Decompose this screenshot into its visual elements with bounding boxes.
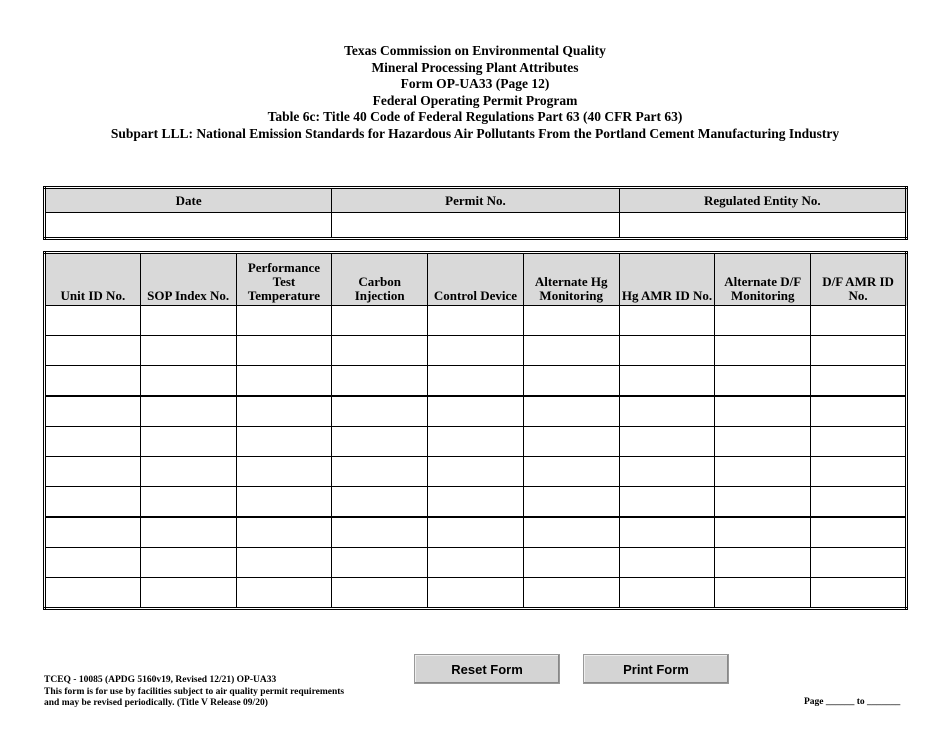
table-cell[interactable]: [619, 457, 715, 487]
table-cell[interactable]: [45, 427, 141, 457]
table-cell[interactable]: [140, 457, 236, 487]
table-cell[interactable]: [811, 548, 907, 578]
table-cell[interactable]: [236, 306, 332, 336]
program-name: Federal Operating Permit Program: [372, 92, 578, 108]
table-cell[interactable]: [236, 457, 332, 487]
table-cell[interactable]: [140, 548, 236, 578]
table-cell[interactable]: [236, 548, 332, 578]
table-cell[interactable]: [619, 336, 715, 366]
df-amr-id-header: D/F AMR ID No.: [811, 253, 907, 306]
alternate-hg-monitoring-header: Alternate Hg Monitoring: [523, 253, 619, 306]
table-cell[interactable]: [523, 487, 619, 518]
table-cell[interactable]: [140, 517, 236, 548]
table-cell[interactable]: [428, 366, 524, 397]
table-cell[interactable]: [428, 548, 524, 578]
table-cell[interactable]: [428, 487, 524, 518]
regulated-entity-field[interactable]: [619, 213, 906, 239]
page-number[interactable]: Page ______ to _______: [804, 697, 901, 707]
table-cell[interactable]: [811, 396, 907, 427]
table-cell[interactable]: [523, 336, 619, 366]
table-cell[interactable]: [523, 517, 619, 548]
table-cell[interactable]: [811, 457, 907, 487]
table-cell[interactable]: [236, 487, 332, 518]
table-cell[interactable]: [45, 548, 141, 578]
alternate-df-monitoring-header: Alternate D/F Monitoring: [715, 253, 811, 306]
table-cell[interactable]: [715, 366, 811, 397]
table-cell[interactable]: [523, 306, 619, 336]
table-row: [45, 548, 907, 578]
table-row: [45, 427, 907, 457]
form-footer: [44, 675, 344, 710]
table-cell[interactable]: [715, 306, 811, 336]
table-cell[interactable]: [428, 427, 524, 457]
subpart-title: Subpart LLL: National Emission Standards for Hazardous Air Pollutants From the Portland Cement Manufacturing Industry: [110, 125, 840, 141]
table-cell[interactable]: [45, 487, 141, 518]
table-cell[interactable]: [332, 366, 428, 397]
table-row: [45, 306, 907, 336]
table-cell[interactable]: [811, 366, 907, 397]
table-cell[interactable]: [140, 578, 236, 609]
usage-note-line2: and may be revised periodically. (Title V Release 09/20): [44, 698, 268, 708]
table-cell[interactable]: [332, 396, 428, 427]
table-cell[interactable]: [140, 306, 236, 336]
table-cell[interactable]: [523, 366, 619, 397]
table-row: [45, 578, 907, 609]
table-cell[interactable]: [619, 578, 715, 609]
table-cell[interactable]: [619, 366, 715, 397]
table-cell[interactable]: [140, 396, 236, 427]
table-row: [45, 487, 907, 518]
form-number: Form OP-UA33 (Page 12): [400, 76, 550, 91]
table-cell[interactable]: [236, 366, 332, 397]
table-cell[interactable]: [332, 457, 428, 487]
table-cell[interactable]: [811, 306, 907, 336]
table-cell[interactable]: [428, 457, 524, 487]
table-cell[interactable]: [236, 336, 332, 366]
table-cell[interactable]: [236, 578, 332, 609]
table-cell[interactable]: [45, 396, 141, 427]
table-cell[interactable]: [428, 578, 524, 609]
table-row: [45, 396, 907, 427]
table-cell[interactable]: [236, 517, 332, 548]
attributes-table: [43, 251, 908, 610]
table-cell[interactable]: [332, 517, 428, 548]
table-row: [45, 517, 907, 548]
control-device-header: Control Device: [428, 253, 524, 306]
form-header: [0, 43, 950, 142]
hg-amr-id-header: Hg AMR ID No.: [619, 253, 715, 306]
permit-no-field[interactable]: [332, 213, 619, 239]
performance-test-temperature-header: Performance Test Temperature: [236, 253, 332, 306]
table-cell[interactable]: [140, 336, 236, 366]
table-cell[interactable]: [811, 427, 907, 457]
table-cell[interactable]: [45, 517, 141, 548]
table-cell[interactable]: [140, 427, 236, 457]
identification-table: [43, 186, 908, 240]
table-cell[interactable]: [523, 427, 619, 457]
table-cell[interactable]: [332, 578, 428, 609]
table-cell[interactable]: [140, 487, 236, 518]
table-cell[interactable]: [715, 487, 811, 518]
table-cell[interactable]: [428, 396, 524, 427]
table-cell[interactable]: [332, 427, 428, 457]
table-cell[interactable]: [715, 427, 811, 457]
table-cell[interactable]: [715, 548, 811, 578]
table-cell[interactable]: [45, 306, 141, 336]
table-cell[interactable]: [619, 306, 715, 336]
regulated-entity-header: Regulated Entity No.: [619, 188, 906, 213]
usage-note-line1: This form is for use by facilities subject to air quality permit requirements: [44, 686, 345, 697]
table-cell[interactable]: [715, 396, 811, 427]
print-form-button[interactable]: Print Form: [583, 654, 729, 684]
table-cell[interactable]: [715, 336, 811, 366]
table-cell[interactable]: [45, 366, 141, 397]
reset-form-button[interactable]: Reset Form: [414, 654, 560, 684]
table-cell[interactable]: [811, 578, 907, 609]
table-cell[interactable]: [619, 396, 715, 427]
table-cell[interactable]: [523, 578, 619, 609]
table-cell[interactable]: [236, 427, 332, 457]
table-cell[interactable]: [523, 548, 619, 578]
table-cell[interactable]: [140, 366, 236, 397]
permit-no-header: Permit No.: [332, 188, 619, 213]
table-cell[interactable]: [715, 517, 811, 548]
table-cell[interactable]: [236, 396, 332, 427]
unit-id-header: Unit ID No.: [45, 253, 141, 306]
table-cell[interactable]: [619, 427, 715, 457]
table-row: [45, 457, 907, 487]
table-cell[interactable]: [45, 578, 141, 609]
table-cell[interactable]: [619, 548, 715, 578]
table-cell[interactable]: [619, 517, 715, 548]
carbon-injection-header: Carbon Injection: [332, 253, 428, 306]
table-cell[interactable]: [332, 548, 428, 578]
table-row: [45, 366, 907, 397]
table-row: [45, 336, 907, 366]
table-cell[interactable]: [811, 336, 907, 366]
date-header: Date: [45, 188, 332, 213]
table-cell[interactable]: [332, 487, 428, 518]
sop-index-header: SOP Index No.: [140, 253, 236, 306]
table-cell[interactable]: [45, 457, 141, 487]
table-cell[interactable]: [332, 336, 428, 366]
form-subject: Mineral Processing Plant Attributes: [371, 59, 579, 75]
table-cell[interactable]: [523, 396, 619, 427]
agency-title: Texas Commission on Environmental Quality: [344, 43, 606, 58]
table-cell[interactable]: [715, 578, 811, 609]
table-cell[interactable]: [45, 336, 141, 366]
table-cell[interactable]: [811, 517, 907, 548]
table-cell[interactable]: [428, 517, 524, 548]
table-cell[interactable]: [428, 336, 524, 366]
table-cell[interactable]: [811, 487, 907, 518]
table-cell[interactable]: [332, 306, 428, 336]
table-title: Table 6c: Title 40 Code of Federal Regulations Part 63 (40 CFR Part 63): [267, 109, 683, 124]
table-cell[interactable]: [428, 306, 524, 336]
table-cell[interactable]: [619, 487, 715, 518]
table-cell[interactable]: [523, 457, 619, 487]
form-revision: TCEQ - 10085 (APDG 5160v19, Revised 12/21) OP-UA33: [44, 675, 277, 685]
date-field[interactable]: [45, 213, 332, 239]
table-cell[interactable]: [715, 457, 811, 487]
